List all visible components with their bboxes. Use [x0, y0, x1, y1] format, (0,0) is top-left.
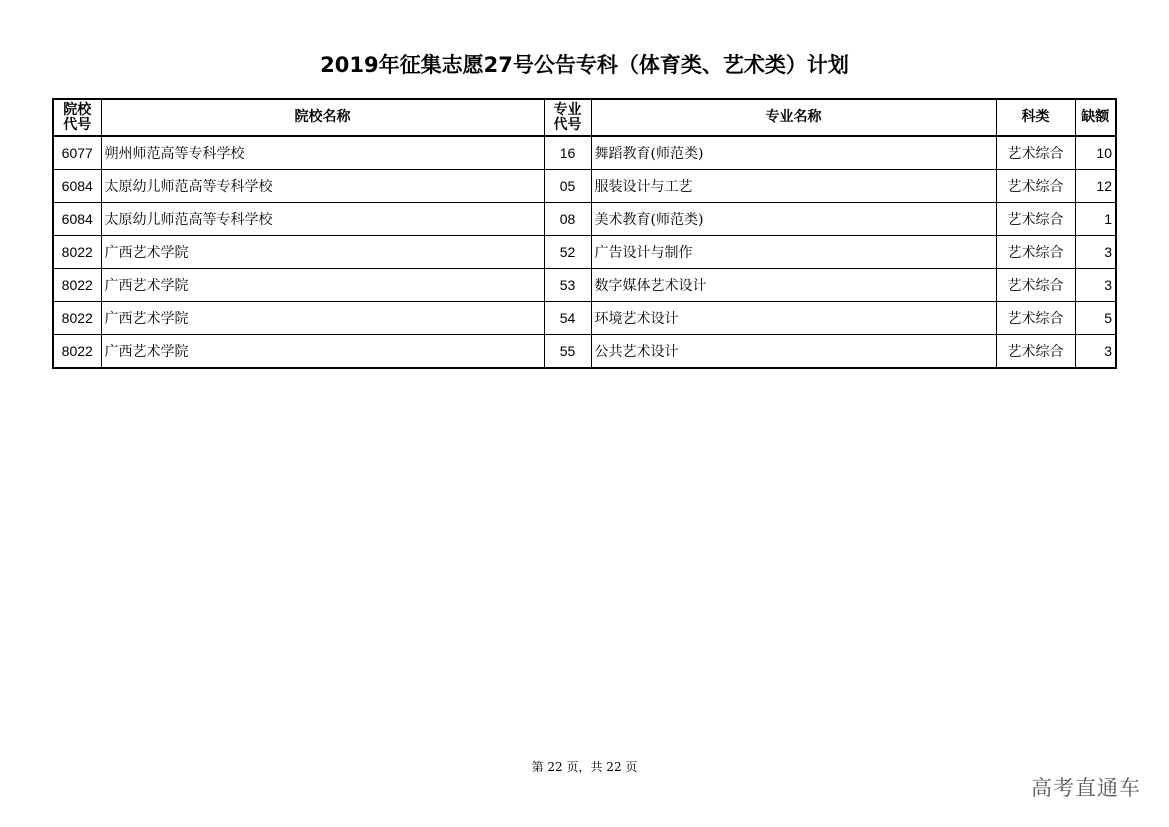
cell-school-name: 广西艺术学院: [101, 302, 544, 335]
cell-quota: 1: [1075, 203, 1116, 236]
document-title: 2019年征集志愿27号公告专科（体育类、艺术类）计划: [320, 53, 849, 77]
cell-school-code: 6084: [53, 203, 101, 236]
cell-category: 艺术综合: [996, 302, 1075, 335]
cell-major-name: 服装设计与工艺: [591, 170, 996, 203]
cell-school-name: 太原幼儿师范高等专科学校: [101, 170, 544, 203]
cell-school-code: 8022: [53, 269, 101, 302]
cell-school-code: 6084: [53, 170, 101, 203]
cell-category: 艺术综合: [996, 203, 1075, 236]
cell-major-name: 数字媒体艺术设计: [591, 269, 996, 302]
table-row: [53, 302, 1116, 335]
cell-major-name: 美术教育(师范类): [591, 203, 996, 236]
cell-major-code: 05: [544, 170, 591, 203]
cell-major-code: 16: [544, 136, 591, 170]
cell-school-code: 8022: [53, 236, 101, 269]
header-quota: 缺额: [1075, 99, 1116, 136]
table-row: [53, 269, 1116, 302]
header-major-name: 专业名称: [591, 99, 996, 136]
table-row: [53, 203, 1116, 236]
cell-major-name: 环境艺术设计: [591, 302, 996, 335]
cell-school-name: 朔州师范高等专科学校: [101, 136, 544, 170]
table-row: [53, 170, 1116, 203]
cell-category: 艺术综合: [996, 136, 1075, 170]
cell-school-name: 太原幼儿师范高等专科学校: [101, 203, 544, 236]
header-category: 科类: [996, 99, 1075, 136]
cell-major-code: 08: [544, 203, 591, 236]
cell-quota: 3: [1075, 269, 1116, 302]
cell-category: 艺术综合: [996, 170, 1075, 203]
table-row: [53, 236, 1116, 269]
cell-school-name: 广西艺术学院: [101, 236, 544, 269]
cell-major-name: 广告设计与制作: [591, 236, 996, 269]
cell-school-code: 6077: [53, 136, 101, 170]
plan-table: [52, 98, 1117, 369]
cell-quota: 10: [1075, 136, 1116, 170]
cell-school-code: 8022: [53, 335, 101, 369]
watermark-text: 高考直通车: [1031, 776, 1141, 800]
cell-major-code: 53: [544, 269, 591, 302]
cell-major-name: 舞蹈教育(师范类): [591, 136, 996, 170]
header-school-code: 院校代号: [53, 99, 101, 136]
cell-quota: 12: [1075, 170, 1116, 203]
header-school-name: 院校名称: [101, 99, 544, 136]
cell-category: 艺术综合: [996, 269, 1075, 302]
cell-major-code: 55: [544, 335, 591, 369]
table-row: [53, 335, 1116, 369]
table-header-row: [53, 99, 1116, 136]
cell-category: 艺术综合: [996, 236, 1075, 269]
page-footer: 第 22 页，共 22 页: [531, 760, 638, 774]
cell-quota: 5: [1075, 302, 1116, 335]
cell-quota: 3: [1075, 335, 1116, 369]
cell-major-code: 54: [544, 302, 591, 335]
cell-category: 艺术综合: [996, 335, 1075, 369]
cell-major-name: 公共艺术设计: [591, 335, 996, 369]
cell-school-code: 8022: [53, 302, 101, 335]
cell-quota: 3: [1075, 236, 1116, 269]
header-major-code: 专业代号: [544, 99, 591, 136]
cell-major-code: 52: [544, 236, 591, 269]
cell-school-name: 广西艺术学院: [101, 335, 544, 369]
cell-school-name: 广西艺术学院: [101, 269, 544, 302]
table-row: [53, 136, 1116, 170]
